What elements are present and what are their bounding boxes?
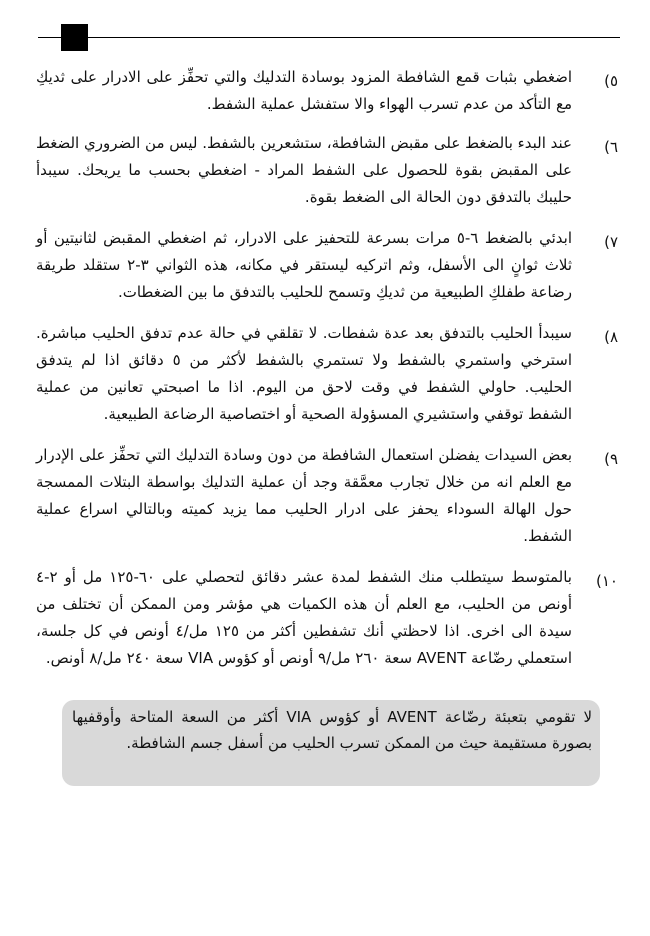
step-number: ١٠) bbox=[596, 572, 618, 590]
instruction-steps bbox=[36, 60, 618, 672]
step-number: ٨) bbox=[604, 328, 618, 346]
step-7 bbox=[36, 225, 618, 306]
step-text: بعض السيدات يفضلن استعمال الشافطة من دون وسادة التدليك التي تحفِّز على الإدرار مع العلم انه من خلال تجارب معمَّقة وجد أن عملية التدليك بواسطة البتلات الممسجة حول الهالة السوداء يحفز على ادرار الحليب مما يزيد كميته وبالتالي اسراع عملية الشفط. bbox=[36, 446, 572, 545]
step-number: ٥) bbox=[604, 72, 618, 90]
warning-box bbox=[62, 700, 600, 786]
step-number: ٧) bbox=[604, 233, 618, 251]
step-10 bbox=[36, 564, 618, 672]
step-text: اضغطي بثبات قمع الشافطة المزود بوسادة التدليك والتي تحفِّز على الادرار على ثديكِ مع التأكد من عدم تسرب الهواء والا ستفشل عملية الشفط. bbox=[36, 68, 572, 113]
step-6 bbox=[36, 130, 618, 211]
step-number: ٦) bbox=[604, 138, 618, 156]
header-rule bbox=[38, 37, 620, 38]
step-5 bbox=[36, 64, 618, 118]
step-text: ابدئي بالضغط ٦-٥ مرات بسرعة للتحفيز على الادرار، ثم اضغطي المقبض لثانيتين أو ثلاث ثوانٍ الى الأسفل، وثم اتركيه ليستقر في مكانه، هذه الثواني ٣-٢ ستقلد طريقة رضاعة طفلكِ الطبيعية من ثديكِ وتسمح للحليب بالتدفق ما بين الضغطات. bbox=[36, 229, 573, 301]
step-8 bbox=[36, 320, 618, 428]
step-text: سيبدأ الحليب بالتدفق بعد عدة شفطات. لا تقلقي في حالة عدم تدفق الحليب مباشرة. استرخي واستمري بالشفط ولا تستمري بالشفط لأكثر من ٥ دقائق اذا لم يتدفق الحليب. حاولي الشفط في وقت لاحق من اليوم. اذا ما اصبحتي تعانين من عملية الشفط توقفي واستشيري المسؤولة الصحية أو اختصاصية الرضاعة الطبيعية. bbox=[36, 324, 572, 423]
step-text: عند البدء بالضغط على مقبض الشافطة، ستشعرين بالشفط. ليس من الضروري الضغط على المقبض بقوة للحصول على الشفط المراد - اضغطي بحسب ما يريحك. سيبدأ حليبك بالتدفق دون الحالة الى الضغط بقوة. bbox=[36, 134, 572, 206]
step-text: بالمتوسط سيتطلب منك الشفط لمدة عشر دقائق لتحصلي على ٦٠-١٢٥ مل أو ٢-٤ أونص من الحليب، مع العلم أن هذه الكميات هي مؤشر ومن الممكن أن تختلف من سيدة الى اخرى. اذا لاحظتي أنك تشفطين أكثر من ١٢٥ مل/٤ أونص في كل جلسة، استعملي رضّاعة AVENT سعة ٢٦٠ مل/٩ أونص أو كؤوس VIA سعة ٢٤٠ مل/٨ أونص. bbox=[36, 568, 573, 667]
warning-text: لا تقومي بتعبئة رضّاعة AVENT أو كؤوس VIA أكثر من السعة المتاحة وأوقفيها بصورة مستقيمة حيث من الممكن تسرب الحليب من أسفل جسم الشافطة. bbox=[72, 708, 592, 752]
step-9 bbox=[36, 442, 618, 550]
step-number: ٩) bbox=[604, 450, 618, 468]
section-marker-block bbox=[61, 24, 88, 51]
